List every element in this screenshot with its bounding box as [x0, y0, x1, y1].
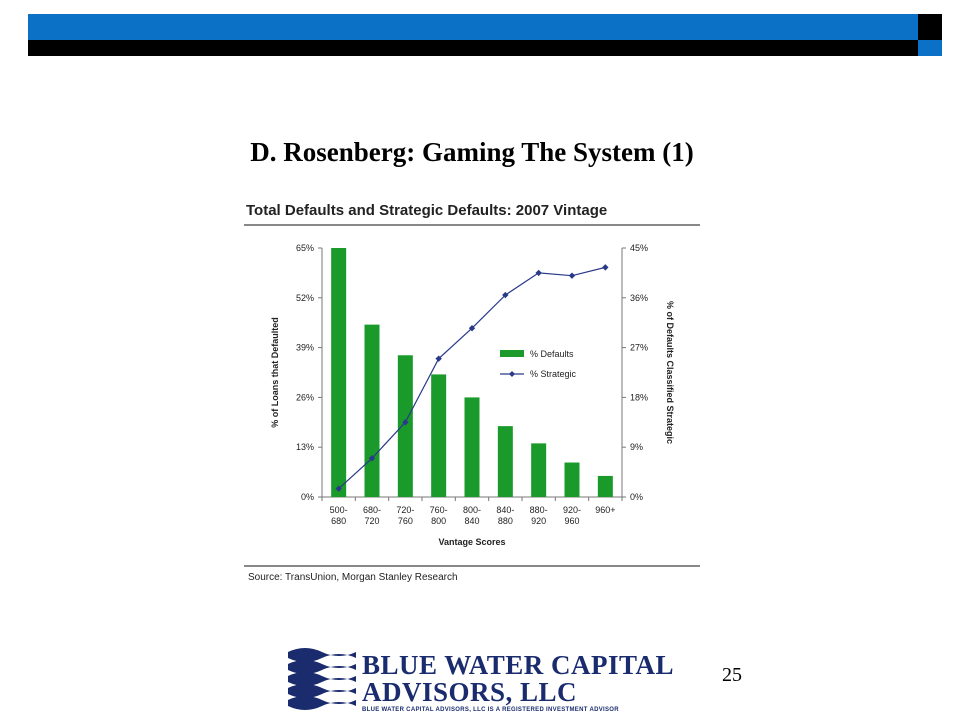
y-tick-label-right: 18%	[630, 392, 649, 403]
bar-defaults	[531, 443, 546, 497]
y-tick-label-right: 0%	[630, 492, 644, 502]
x-tick-label: 880-	[529, 505, 548, 515]
bar-defaults	[565, 463, 580, 497]
y-axis-label-left: % of Loans that Defaulted	[270, 317, 280, 428]
x-tick-label: 960	[564, 516, 580, 526]
y-tick-label-right: 45%	[630, 243, 649, 253]
x-tick-label: 840	[464, 516, 480, 526]
y-tick-label-left: 39%	[295, 342, 314, 353]
y-tick-label-left: 26%	[295, 392, 314, 403]
x-tick-label: 920-	[562, 505, 582, 515]
legend-label-strategic: % Strategic	[530, 369, 577, 379]
logo-line-1: BLUE WATER CAPITAL	[362, 650, 675, 680]
logo-line-2: ADVISORS, LLC	[362, 677, 578, 707]
y-tick-label-right: 9%	[630, 442, 644, 453]
chart-title: Total Defaults and Strategic Defaults: 2007 Vintage	[246, 202, 608, 219]
bar-defaults	[331, 248, 346, 497]
y-tick-label-left: 13%	[295, 442, 314, 453]
x-tick-label: 960+	[595, 505, 616, 515]
page-number: 25	[722, 664, 742, 686]
x-tick-label: 760	[397, 516, 413, 526]
chart	[244, 228, 700, 564]
point-strategic	[569, 272, 575, 278]
slide-title: D. Rosenberg: Gaming The System (1)	[250, 137, 694, 167]
chart-rule-top	[244, 224, 700, 226]
legend-label-defaults: % Defaults	[530, 349, 574, 359]
point-strategic	[535, 270, 541, 276]
bar-defaults	[398, 355, 413, 497]
x-tick-label: 800-	[462, 505, 482, 515]
bar-defaults	[598, 476, 613, 497]
x-tick-label: 840-	[496, 505, 515, 515]
point-strategic	[602, 264, 608, 270]
y-tick-label-left: 65%	[295, 243, 314, 253]
x-tick-label: 880	[497, 516, 513, 526]
x-tick-label: 720-	[396, 505, 415, 515]
x-tick-label: 920	[531, 516, 547, 526]
header-bar-blue	[28, 14, 918, 40]
x-axis-label: Vantage Scores	[438, 537, 506, 547]
bar-defaults	[431, 374, 446, 497]
header-bar-black	[28, 40, 918, 56]
y-tick-label-right: 27%	[630, 342, 649, 353]
y-tick-label-left: 52%	[295, 292, 314, 303]
chart-source: Source: TransUnion, Morgan Stanley Research	[248, 572, 458, 583]
header-corner-blue	[918, 40, 942, 56]
waves-logo-icon	[288, 644, 356, 710]
x-tick-label: 500-	[329, 505, 348, 515]
bar-defaults	[365, 325, 380, 497]
header-corner-black	[918, 14, 942, 40]
bar-defaults	[498, 426, 513, 497]
x-tick-label: 760-	[429, 505, 448, 515]
y-tick-label-right: 36%	[630, 292, 649, 303]
bar-defaults	[465, 397, 480, 497]
y-tick-label-left: 0%	[300, 492, 314, 502]
legend-marker-strategic	[509, 371, 515, 377]
x-tick-label: 720	[364, 516, 380, 526]
legend-swatch-defaults	[500, 350, 524, 357]
x-tick-label: 680-	[362, 505, 382, 515]
logo-tagline: BLUE WATER CAPITAL ADVISORS, LLC IS A REGISTERED INVESTMENT ADVISOR	[362, 707, 619, 713]
x-tick-label: 800	[431, 516, 447, 526]
x-tick-label: 680	[331, 516, 347, 526]
chart-rule-bottom	[244, 565, 700, 567]
y-axis-label-right: % of Defaults Classified Strategic	[665, 300, 675, 445]
